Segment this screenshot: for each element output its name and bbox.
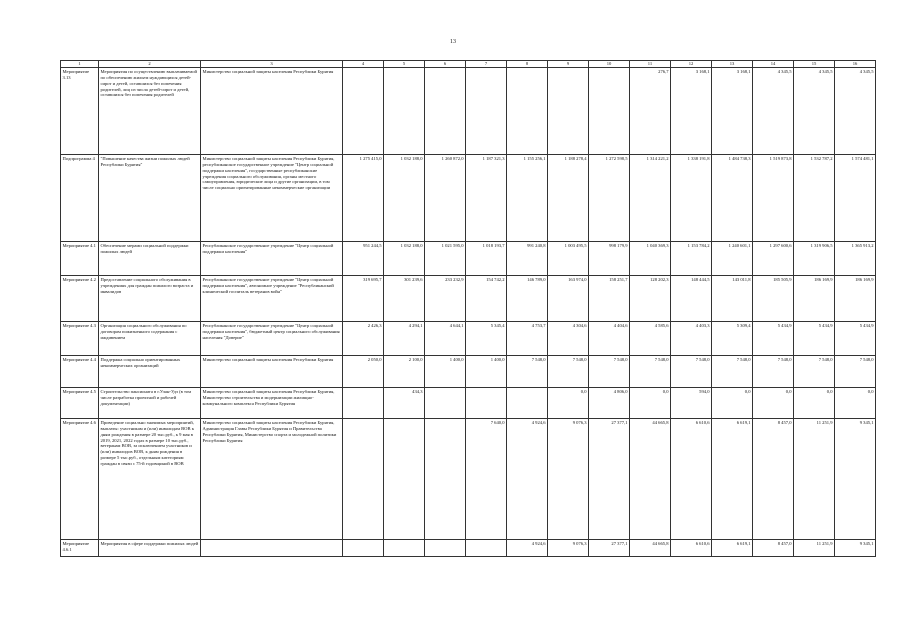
value-cell: 7 548,0 [794,355,835,387]
value-cell: 7 548,0 [835,355,876,387]
value-cell: 594,0 [671,387,712,418]
row-executor: Министерство социальной защиты населения Республики Бурятия, Администрация Главы Республики Бурятия и Правительства Республики Бурятия, Министерство спорта и молодежной политики Республики Бурятия [201,418,343,539]
value-cell: 1 240 601,1 [712,241,753,275]
value-cell: 1 365 913,2 [835,241,876,275]
table-row [61,418,876,539]
budget-table [60,60,876,557]
value-cell: 1 297 600,6 [753,241,794,275]
column-header: 4 [343,61,384,68]
value-cell: 1 003 495,5 [548,241,589,275]
row-code: Мероприятие 4.1 [61,241,99,275]
value-cell: 7 548,0 [589,355,630,387]
value-cell: 5 434,9 [835,321,876,355]
column-header: 10 [589,61,630,68]
value-cell: 128 202,3 [630,275,671,321]
value-cell [466,67,507,154]
value-cell: 7 548,0 [712,355,753,387]
value-cell: 4 644,1 [425,321,466,355]
value-cell: 1 188 278,4 [548,154,589,241]
value-cell [384,418,425,539]
value-cell: 8 457,0 [753,539,794,556]
value-cell: 6 610,6 [671,418,712,539]
value-cell [425,418,466,539]
value-cell: 11 251,9 [794,418,835,539]
value-cell [343,67,384,154]
value-cell: 4 294,1 [384,321,425,355]
value-cell: 1 319 906,5 [794,241,835,275]
value-cell: 2 426,3 [343,321,384,355]
table-row [61,241,876,275]
value-cell: 1 040 369,3 [630,241,671,275]
value-cell: 5 434,9 [753,321,794,355]
row-code: Мероприятие 4.2 [61,275,99,321]
value-cell: 1 153 784,2 [671,241,712,275]
value-cell: 4 924,6 [507,539,548,556]
value-cell: 276,7 [630,67,671,154]
value-cell: 2 100,0 [384,355,425,387]
column-header: 14 [753,61,794,68]
value-cell: 4 404,6 [589,321,630,355]
value-cell: 6 610,6 [671,539,712,556]
value-cell: 4 345,5 [794,67,835,154]
value-cell: 6 619,1 [712,539,753,556]
value-cell [466,539,507,556]
value-cell: 951 244,5 [343,241,384,275]
value-cell [507,67,548,154]
value-cell: 9 076,3 [548,418,589,539]
value-cell: 7 548,0 [753,355,794,387]
row-name: Мероприятия по осуществлению выплачиваемой по обеспечению жильем нуждающихся детей-сирот и детей, оставшихся без попечения родителей, лиц из числа детей-сирот и детей, оставшихся без попечения родителей [99,67,201,154]
table-row [61,321,876,355]
value-cell: 2 050,0 [343,355,384,387]
row-executor: Республиканское государственное учреждение "Центр социальной поддержки населения", бюджетный центр социального обслуживания населения "Доверие" [201,321,343,355]
value-cell: 11 251,9 [794,539,835,556]
value-cell: 186 169,9 [835,275,876,321]
row-executor: Республиканское государственное учреждение "Центр социальной поддержки населения" [201,241,343,275]
value-cell: 0,0 [835,387,876,418]
value-cell: 1 187 321,3 [466,154,507,241]
value-cell: 27 377,1 [589,539,630,556]
value-cell: 1 021 595,0 [425,241,466,275]
row-executor: Республиканское государственное учреждение "Центр социальной поддержки населения", автономное учреждение "Республиканский клинический госпиталь ветеранов войн" [201,275,343,321]
row-name: Мероприятия в сфере поддержки пожилых людей [99,539,201,556]
value-cell: 1 314 221,2 [630,154,671,241]
row-code: Мероприятие 4.6.1 [61,539,99,556]
header-row [61,61,876,68]
value-cell [384,539,425,556]
column-header: 16 [835,61,876,68]
value-cell: 6 619,1 [712,418,753,539]
value-cell: 4 345,5 [753,67,794,154]
value-cell: 1 032 188,0 [384,241,425,275]
row-executor: Министерство социальной защиты населения Республики Бурятия [201,355,343,387]
row-name: Строительство пансионата в г.Улан-Удэ (в том числе разработка проектной и рабочей документации) [99,387,201,418]
value-cell [425,67,466,154]
value-cell: 9 345,1 [835,539,876,556]
value-cell: 233 232,9 [425,275,466,321]
column-header: 13 [712,61,753,68]
column-header: 8 [507,61,548,68]
value-cell: 3 168,1 [712,67,753,154]
value-cell [507,387,548,418]
row-name: Поддержка социально ориентированных некоммерческих организаций [99,355,201,387]
value-cell [343,387,384,418]
value-cell: 4 585,6 [630,321,671,355]
value-cell: 158 251,7 [589,275,630,321]
value-cell: 9 345,1 [835,418,876,539]
column-header: 5 [384,61,425,68]
value-cell: 148 444,5 [671,275,712,321]
value-cell: 146 789,0 [507,275,548,321]
value-cell: 4 753,7 [507,321,548,355]
value-cell: 991 240,8 [507,241,548,275]
column-header: 9 [548,61,589,68]
value-cell: 5 434,9 [794,321,835,355]
value-cell: 186 169,9 [794,275,835,321]
value-cell: 4 924,6 [507,418,548,539]
row-executor: Министерство социальной защиты населения Республики Бурятия [201,67,343,154]
value-cell: 319 695,7 [343,275,384,321]
table-row [61,539,876,556]
value-cell [466,387,507,418]
value-cell: 0,0 [794,387,835,418]
row-code: Мероприятие 4.4 [61,355,99,387]
row-code: Мероприятие 4.3 [61,321,99,355]
row-name: Предоставление социального обслуживания в учреждениях для граждан пожилого возраста и инвалидов [99,275,201,321]
row-code: Мероприятие 4.6 [61,418,99,539]
value-cell [343,539,384,556]
value-cell: 44 665,8 [630,539,671,556]
value-cell: 1 338 191,8 [671,154,712,241]
row-executor: Министерство социальной защиты населения Республики Бурятия, республиканское государственное учреждение "Центр социальной поддержки населения", государственные республиканские учреждения социального обслуживания, органы местного самоуправления, юридические лица и другие организации, в том числе социально ориентированные некоммерческие организации [201,154,343,241]
table-row [61,275,876,321]
column-header: 12 [671,61,712,68]
value-cell: 1 032 188,0 [384,154,425,241]
row-executor: Министерство социальной защиты населения Республики Бурятия, Министерство строительства и модернизации жилищно-коммунального комплекса Республики Бурятия [201,387,343,418]
row-code: Мероприятие 3.13 [61,67,99,154]
value-cell: 9 076,3 [548,539,589,556]
column-header: 3 [201,61,343,68]
value-cell: 1 260 872,0 [425,154,466,241]
row-name: Организация социального обслуживания по договорам пожизненного содержания с иждивением [99,321,201,355]
row-code: Подпрограмма 4 [61,154,99,241]
column-header: 1 [61,61,99,68]
value-cell: 998 179,9 [589,241,630,275]
value-cell: 4 403,3 [671,321,712,355]
value-cell: 154 742,2 [466,275,507,321]
value-cell: 1 484 738,3 [712,154,753,241]
value-cell: 8 457,0 [753,418,794,539]
value-cell: 1 275 415,0 [343,154,384,241]
column-header: 2 [99,61,201,68]
row-name: "Повышение качества жизни пожилых людей Республики Бурятия" [99,154,201,241]
value-cell: 0,0 [630,387,671,418]
value-cell: 0,0 [548,387,589,418]
value-cell [425,387,466,418]
column-header: 11 [630,61,671,68]
value-cell: 1 400,0 [466,355,507,387]
table-row [61,387,876,418]
value-cell: 1 574 481,1 [835,154,876,241]
row-code: Мероприятие 4.5 [61,387,99,418]
value-cell [589,67,630,154]
value-cell: 4 345,5 [835,67,876,154]
column-header: 6 [425,61,466,68]
value-cell: 163 974,0 [548,275,589,321]
value-cell: 3 168,1 [671,67,712,154]
column-header: 15 [794,61,835,68]
value-cell: 7 548,0 [630,355,671,387]
value-cell: 1 272 598,5 [589,154,630,241]
value-cell: 7 640,0 [466,418,507,539]
value-cell: 143 011,8 [712,275,753,321]
value-cell: 185 505,9 [753,275,794,321]
value-cell: 1 519 873,8 [753,154,794,241]
value-cell: 301 239,6 [384,275,425,321]
row-executor [201,539,343,556]
value-cell [425,539,466,556]
value-cell: 5 345,4 [466,321,507,355]
table-row [61,67,876,154]
value-cell: 5 309,4 [712,321,753,355]
value-cell: 1 155 256,1 [507,154,548,241]
table-row [61,355,876,387]
column-header: 7 [466,61,507,68]
value-cell [548,67,589,154]
value-cell: 4 806,0 [589,387,630,418]
row-name: Проведение социально значимых мероприятий, выплаты: участникам и (или) инвалидам ВОВ к дням рождения в размере 20 тыс.руб., к 9 мая в 2019, 2021, 2022 годах в размере 10 тыс.руб., ветеранам ВОВ, за исключением участников и (или) инвалидов ВОВ, к дням рождения в размере 5 тыс.руб., отдельным категориям граждан в связи с 75-й годовщиной в ВОВ [99,418,201,539]
value-cell: 1 532 787,2 [794,154,835,241]
table-row [61,154,876,241]
value-cell: 7 548,0 [507,355,548,387]
value-cell [384,67,425,154]
page-number: 13 [450,39,456,45]
value-cell: 44 665,8 [630,418,671,539]
value-cell: 27 377,1 [589,418,630,539]
value-cell: 7 548,0 [671,355,712,387]
value-cell: 7 548,0 [548,355,589,387]
value-cell: 434,3 [384,387,425,418]
row-name: Обеспечение мерами социальной поддержки пожилых людей [99,241,201,275]
value-cell [343,418,384,539]
value-cell: 0,0 [712,387,753,418]
value-cell: 1 018 193,7 [466,241,507,275]
value-cell: 0,0 [753,387,794,418]
value-cell: 4 304,6 [548,321,589,355]
value-cell: 1 400,0 [425,355,466,387]
